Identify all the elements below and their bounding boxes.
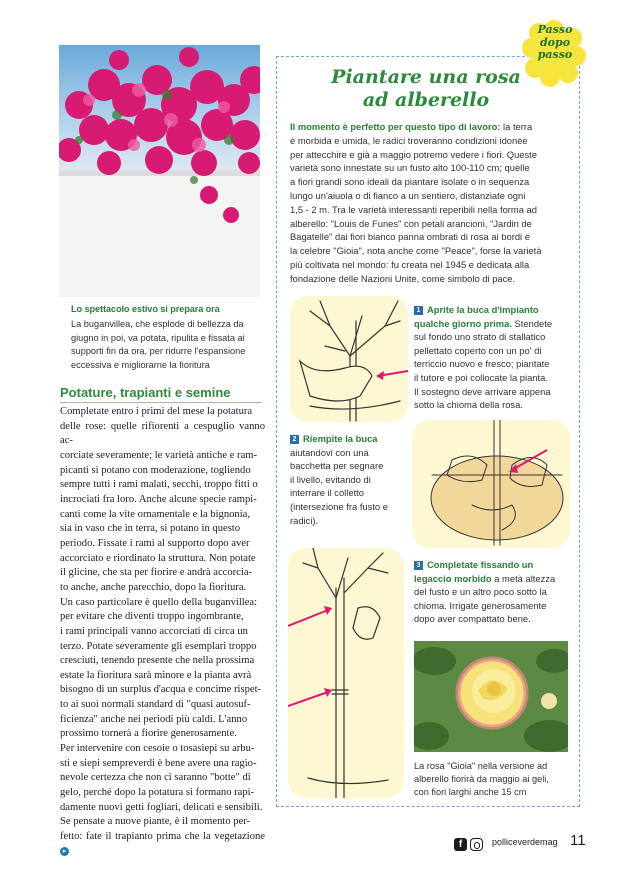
box-intro: Il momento è perfetto per questo tipo di lavoro: la terra è morbida e umida, le radici troveranno condizioni idonee per attecchire e già a maggio potremo vedere i fiori. Queste varietà sono innestate su un fusto alto 100-110 cm; quelle a fiori grandi sono ideali da piantare isolate o in sequenza lungo un'aiuola o di fianco a un sentiero, distanziate ogni 1,5 - 2 m. Tra le varietà interessanti reperibili nella forma ad alberello: "Louis de Funes" con petali arancioni, "Jardin de Bagatelle" dai fiori bianco panna ombrati di rosa ai bordi e la celebre "Gioia", nota anche come "Peace", forse la varietà più coltivata nel mondo: fu creata nel 1945 e dedicata alla fondazione delle Nazioni Unite, come simbolo di pace.: [290, 121, 542, 284]
social-icons: [454, 836, 486, 854]
step-2-text: 2 Riempite la buca aiutandovi con una bacchetta per segnare il livello, evitando di interrare il colletto (intersezione fra fusto e radici).: [290, 433, 388, 526]
facebook-icon[interactable]: f: [454, 838, 467, 851]
badge-text: Passo dopo passo: [537, 23, 573, 61]
photo-caption-title: Lo spettacolo estivo si prepara ora: [71, 304, 220, 314]
illustration-step-2: [412, 420, 570, 548]
step-1-text: 1 Aprite la buca d'impianto qualche giorno prima. Stendete sul fondo uno strato di stallatico pellettato coperto con un po' di terriccio nuovo e fresco; piantate il tutore e poi collocate la pianta. Il sostegno deve arrivare appena sotto la chioma della rosa.: [414, 304, 553, 411]
step-number-badge: 2: [290, 435, 299, 444]
step-3-text: 3 Completate fissando un legaccio morbido a metà altezza del fusto e un altro poco sotto la chioma. Irrigate generosamente dopo aver compattato bene.: [414, 559, 556, 625]
illustration-step-3: [288, 548, 404, 798]
box-title: Piantare una rosa ad alberello: [331, 66, 521, 111]
section-title: Potature, trapianti e semine: [60, 385, 231, 400]
rose-caption: La rosa "Gioia" nella versione ad alberello fiorirà da maggio ai geli, con fiori larghi anche 15 cm: [414, 761, 549, 797]
instagram-icon[interactable]: [470, 838, 483, 851]
divider: [60, 402, 262, 403]
photo-caption: La buganvillea, che esplode di bellezza da giugno in poi, va potata, ripulita e fissata ai supporti fin da ora, per ridurre l'espansione eccessiva e migliorarne la fioritura: [71, 319, 246, 370]
social-handle: polliceverdemag: [492, 837, 558, 847]
bougainvillea-photo: [59, 45, 260, 297]
step-number-badge: 3: [414, 561, 423, 570]
step-number-badge: 1: [414, 306, 423, 315]
continue-arrow-icon: ▸: [60, 847, 69, 856]
page-number: 11: [570, 832, 586, 849]
illustration-step-1: [290, 296, 408, 422]
rose-gioia-photo: [414, 641, 568, 752]
article-body: Completate entro i primi del mese la potatura delle rose: quelle rifiorenti a cespuglio vanno ac- corciate severamente; le varietà antiche e ram- picanti si potano con moderazione, togliendo sempre tutti i rami malati, secchi, troppo fitti o incrociati fra loro. Anche alcune specie rampi- canti come la vite ornamentale e la bignonia, sia in vaso che in terra, si potano in questo periodo. Fissate i rami al supporto dopo aver accorciato e riordinato la struttura. Non potate il glicine, che sta per fiorire e andrà accorcia- to anche, anche parecchio, dopo la fioritura. Un caso particolare è quello della buganvillea: per evitare che diventi troppo ingombrante, i rami principali vanno accorciati di circa un terzo. Potate severamente gli esemplari troppo cresciuti, tenendo presente che nella prossima estate la fioritura sarà minore e la pianta avrà bisogno di un surplus d'acqua e concime rispet- to ai suoi normali standard di "quasi autosuf- ficienza" anche nei periodi più caldi. L'anno prossimo tornerà a fiorire generosamente. Per intervenire con cesoie o tosasiepi su arbu- sti e siepi sempreverdi è bene avere una ragio- nevole certezza che non ci saranno "botte" di gelo, perché dopo la potatura si formano rapi- damente nuovi getti fogliari, delicati e sensibili. Se pensate a nuove piante, è il momento per- fetto: fate il trapianto prima che la vegetazione ▸: [60, 406, 265, 855]
